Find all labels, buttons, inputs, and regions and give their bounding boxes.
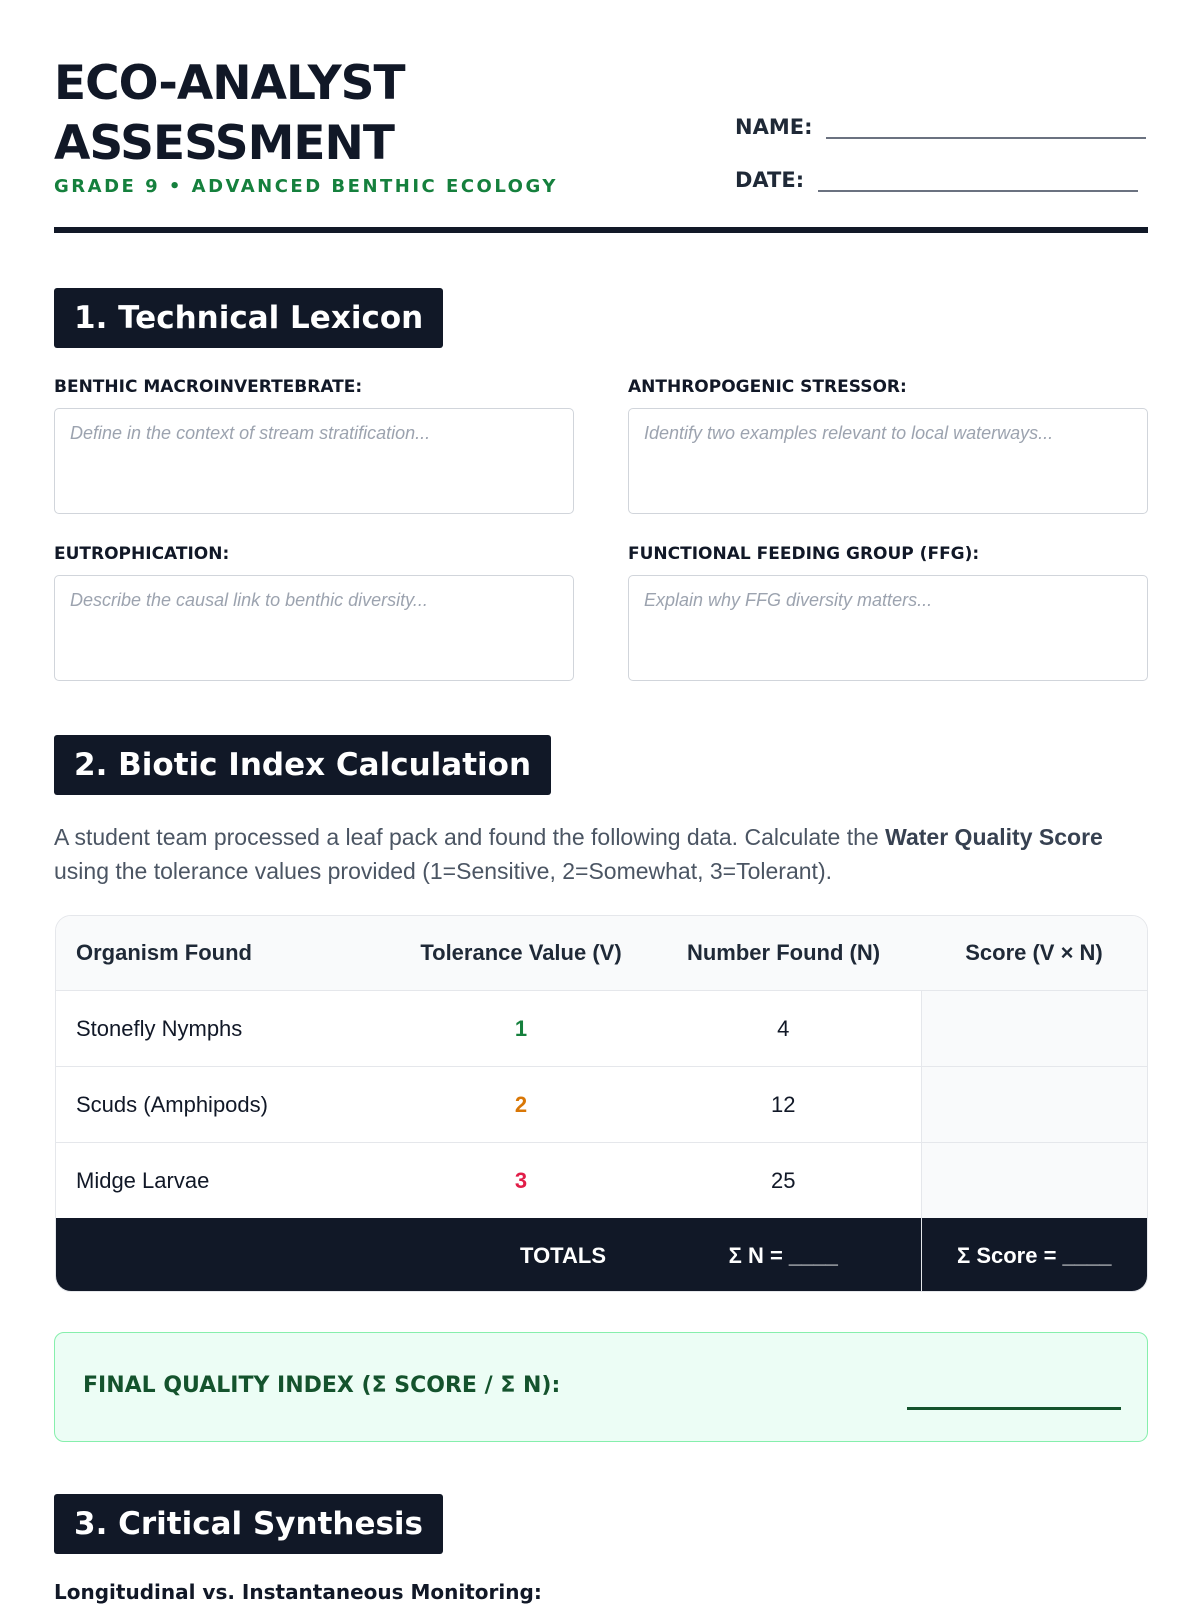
number-cell: 12 <box>646 1067 921 1143</box>
table-row <box>56 991 1147 1067</box>
table-header-row <box>56 916 1147 991</box>
term-label-ffg: FUNCTIONAL FEEDING GROUP (FFG): <box>628 544 980 564</box>
name-label: NAME: <box>735 115 813 139</box>
table-row <box>56 1067 1147 1143</box>
organism-cell: Midge Larvae <box>76 1167 210 1193</box>
worksheet-title <box>54 54 405 174</box>
term-answer-box-benthic[interactable] <box>54 408 574 514</box>
score-answer-cell[interactable] <box>921 1143 1147 1219</box>
final-quality-index-box <box>54 1332 1148 1442</box>
intro-emphasis: Water Quality Score <box>885 824 1103 850</box>
date-field <box>735 166 1138 192</box>
tolerance-cell: 3 <box>514 1167 528 1193</box>
number-cell: 25 <box>771 1167 796 1193</box>
biotic-intro-text <box>54 820 1154 888</box>
term-answer-box-eutrophication[interactable] <box>54 575 574 681</box>
intro-part-a: A student team processed a leaf pack and found the following data. Calculate the <box>54 824 886 850</box>
organism-cell: Scuds (Amphipods) <box>56 1067 396 1143</box>
table-row <box>56 1143 1147 1219</box>
title-line-1: ECO-ANALYST <box>54 56 405 111</box>
name-field <box>735 113 1146 139</box>
term-hint-anthropogenic: Identify two examples relevant to local waterways... <box>644 423 1054 443</box>
number-cell: 4 <box>646 991 921 1067</box>
tolerance-cell: 1 <box>396 991 646 1067</box>
name-write-line[interactable] <box>826 113 1146 139</box>
col-header-organism: Organism Found <box>56 916 396 991</box>
final-index-answer-line[interactable] <box>907 1407 1121 1410</box>
score-answer-cell[interactable] <box>921 991 1147 1067</box>
term-answer-box-ffg[interactable] <box>628 575 1148 681</box>
sum-n-field[interactable]: Σ N = ____ <box>646 1218 921 1292</box>
header-divider <box>54 227 1148 233</box>
totals-label: TOTALS <box>396 1218 646 1292</box>
biotic-index-table <box>55 915 1148 1292</box>
term-hint-ffg: Explain why FFG diversity matters... <box>644 590 933 610</box>
intro-part-b: using the tolerance values provided (1=Sensitive, 2=Somewhat, 3=Tolerant). <box>54 858 832 884</box>
section-2-heading: 2. Biotic Index Calculation <box>54 735 551 795</box>
term-hint-benthic: Define in the context of stream stratification... <box>70 423 431 443</box>
totals-row <box>56 1218 1147 1292</box>
sum-score-field[interactable]: Σ Score = ____ <box>921 1218 1147 1292</box>
term-label-anthropogenic: ANTHROPOGENIC STRESSOR: <box>628 377 907 397</box>
synthesis-prompt-label: Longitudinal vs. Instantaneous Monitoring: <box>54 1580 542 1604</box>
score-answer-cell[interactable] <box>921 1067 1147 1143</box>
col-header-tolerance: Tolerance Value (V) <box>396 916 646 991</box>
term-hint-eutrophication: Describe the causal link to benthic diversity... <box>70 590 428 610</box>
date-write-line[interactable] <box>818 166 1138 192</box>
totals-spacer <box>56 1218 396 1292</box>
section-1-heading: 1. Technical Lexicon <box>54 288 443 348</box>
tolerance-cell: 2 <box>396 1067 646 1143</box>
section-3-heading: 3. Critical Synthesis <box>54 1494 443 1554</box>
final-index-label: FINAL QUALITY INDEX (Σ SCORE / Σ N): <box>83 1373 561 1398</box>
title-line-2: ASSESSMENT <box>54 116 394 171</box>
term-answer-box-anthropogenic[interactable] <box>628 408 1148 514</box>
col-header-score: Score (V × N) <box>921 916 1147 991</box>
col-header-number: Number Found (N) <box>646 916 921 991</box>
organism-cell: Stonefly Nymphs <box>56 991 396 1067</box>
worksheet-subtitle: GRADE 9 • ADVANCED BENTHIC ECOLOGY <box>54 176 558 197</box>
date-label: DATE: <box>735 168 805 192</box>
term-label-eutrophication: EUTROPHICATION: <box>54 544 230 564</box>
term-label-benthic: BENTHIC MACROINVERTEBRATE: <box>54 377 363 397</box>
